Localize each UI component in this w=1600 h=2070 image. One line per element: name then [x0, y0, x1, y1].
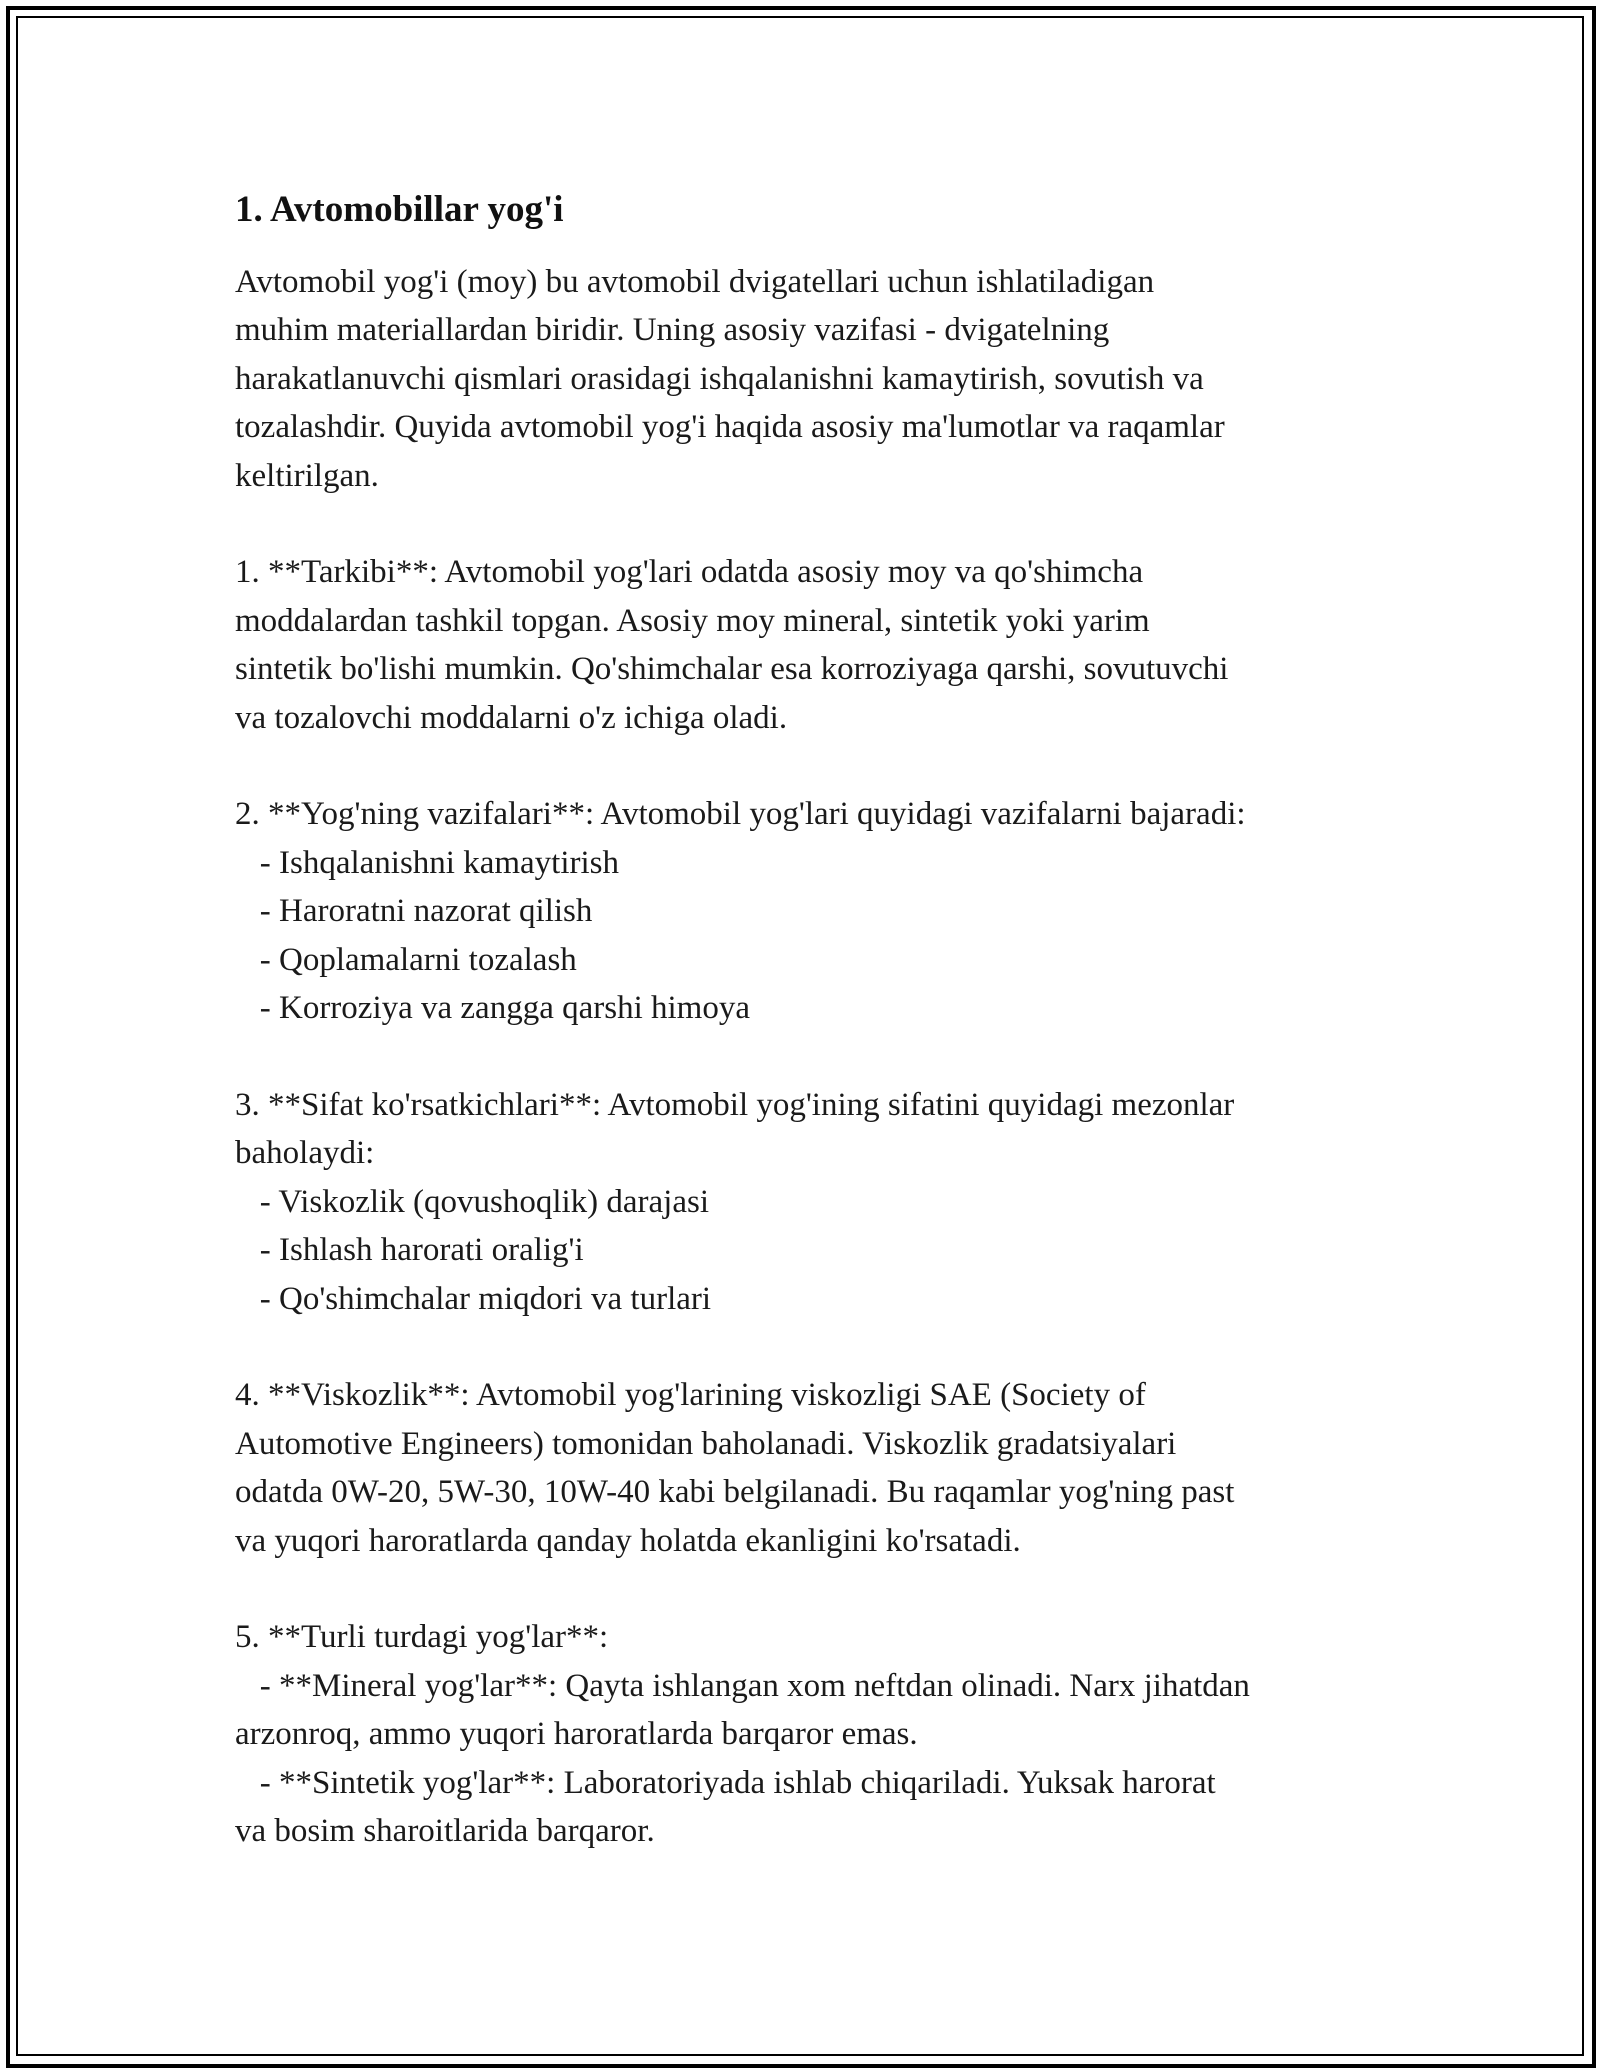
document-body: Avtomobil yog'i (moy) bu avtomobil dvigatellari uchun ishlatiladigan muhim materiallardan biridir. Uning asosiy vazifasi - dvigatelning harakatlanuvchi qismlari orasidagi ishqalanishni kamaytirish, sovutish va tozalashdir. Quyida avtomobil yog'i haqida asosiy ma'lumotlar va raqamlar keltirilgan. 1. **Tarkibi**: Avtomobil yog'lari odatda asosiy moy va qo'shimcha moddalardan tashkil topgan. Asosiy moy mineral, sintetik yoki yarim sintetik bo'lishi mumkin. Qo'shimchalar esa korroziyaga qarshi, sovutuvchi va tozalovchi moddalarni o'z ichiga oladi. 2. **Yog'ning vazifalari**: Avtomobil yog'lari quyidagi vazifalarni bajaradi: - Ishqalanishni kamaytirish - Haroratni nazorat qilish - Qoplamalarni tozalash - Korroziya va zangga qarshi himoya 3. **Sifat ko'rsatkichlari**: Avtomobil yog'ining sifatini quyidagi mezonlar baholaydi: - Viskozlik (qovushoqlik) darajasi - Ishlash harorati oralig'i - Qo'shimchalar miqdori va turlari 4. **Viskozlik**: Avtomobil yog'larining viskozligi SAE (Society of Automotive Engineers) tomonidan baholanadi. Viskozlik gradatsiyalari odatda 0W-20, 5W-30, 10W-40 kabi belgilanadi. Bu raqamlar yog'ning past va yuqori haroratlarda qanday holatda ekanligini ko'rsatadi. 5. **Turli turdagi yog'lar**: - **Mineral yog'lar**: Qayta ishlangan xom neftdan olinadi. Narx jihatdan arzonroq, ammo yuqori haroratlarda barqaror emas. - **Sintetik yog'lar**: Laboratoriyada ishlab chiqariladi. Yuksak harorat va bosim sharoitlarida barqaror. [235, 264, 1250, 1849]
document-content [235, 186, 1400, 1855]
document-title: 1. Avtomobillar yog'i [235, 189, 564, 230]
